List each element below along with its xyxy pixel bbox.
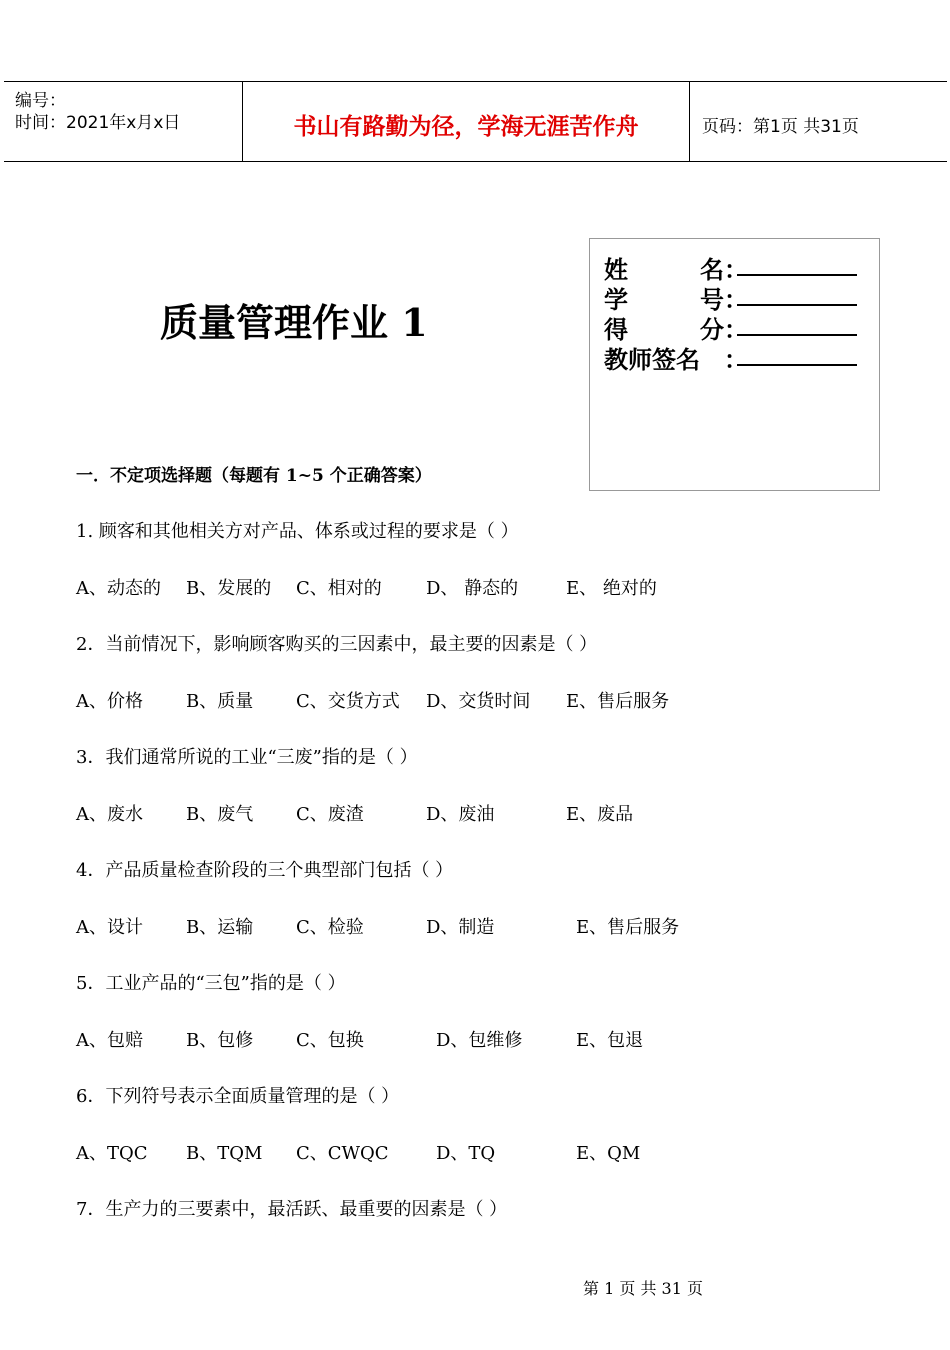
option-e: E、废品 — [566, 804, 634, 825]
option-b: B、包修 — [186, 1030, 254, 1051]
option-b: B、发展的 — [186, 578, 272, 599]
info-colon: ： — [724, 256, 748, 284]
student-info-box — [589, 238, 880, 491]
document-time-label: 时间：2021年x月x日 — [15, 113, 181, 133]
info-label-id-char1: 学 — [604, 286, 628, 314]
option-b: B、运输 — [186, 917, 254, 938]
question-3: 3．我们通常所说的工业“三废”指的是（ ） — [76, 747, 418, 768]
option-e: E、售后服务 — [566, 691, 670, 712]
option-a: A、废水 — [76, 804, 143, 825]
info-label-teacher-signature: 教师签名 — [604, 346, 700, 374]
question-5: 5．工业产品的“三包”指的是（ ） — [76, 973, 346, 994]
info-label-name-char2: 名 — [700, 256, 724, 284]
question-1-options — [76, 574, 776, 600]
question-7: 7．生产力的三要素中，最活跃、最重要的因素是（ ） — [76, 1199, 508, 1220]
option-b: B、质量 — [186, 691, 254, 712]
question-4-options — [76, 913, 776, 939]
info-label-score-char2: 分 — [700, 316, 724, 344]
option-a: A、价格 — [76, 691, 143, 712]
info-row-student-id — [604, 280, 864, 314]
question-4: 4．产品质量检查阶段的三个典型部门包括（ ） — [76, 860, 454, 881]
info-label-score-char1: 得 — [604, 316, 628, 344]
option-d: D、废油 — [426, 804, 495, 825]
info-row-teacher-signature — [604, 340, 864, 374]
option-d: D、 静态的 — [426, 578, 519, 599]
option-b: B、废气 — [186, 804, 254, 825]
option-a: A、TQC — [76, 1143, 148, 1164]
option-d: D、包维修 — [436, 1030, 523, 1051]
option-c: C、检验 — [296, 917, 364, 938]
page-footer: 第 1 页 共 31 页 — [583, 1279, 703, 1298]
section-title: 一．不定项选择题（每题有 1~5 个正确答案） — [76, 466, 432, 486]
info-row-score — [604, 310, 864, 344]
question-2-options — [76, 687, 776, 713]
option-d: D、制造 — [426, 917, 495, 938]
option-e: E、包退 — [576, 1030, 644, 1051]
option-b: B、TQM — [186, 1143, 263, 1164]
info-colon: ： — [724, 316, 748, 344]
question-5-options — [76, 1026, 776, 1052]
document-title: 质量管理作业 1 — [160, 300, 428, 345]
info-colon: ： — [724, 346, 748, 374]
question-3-options — [76, 800, 776, 826]
info-colon: ： — [724, 286, 748, 314]
teacher-signature-blank-line[interactable] — [737, 364, 857, 366]
option-c: C、废渣 — [296, 804, 364, 825]
question-2: 2．当前情况下，影响顾客购买的三因素中，最主要的因素是（ ） — [76, 634, 598, 655]
question-1: 1. 顾客和其他相关方对产品、体系或过程的要求是（ ） — [76, 521, 519, 542]
option-a: A、设计 — [76, 917, 143, 938]
option-d: D、交货时间 — [426, 691, 531, 712]
document-number-label: 编号： — [15, 91, 66, 111]
score-blank-line[interactable] — [737, 334, 857, 336]
question-6-options — [76, 1139, 776, 1165]
info-row-name — [604, 250, 864, 284]
option-e: E、 绝对的 — [566, 578, 657, 599]
info-label-id-char2: 号 — [700, 286, 724, 314]
option-c: C、包换 — [296, 1030, 364, 1051]
student-id-blank-line[interactable] — [737, 304, 857, 306]
header-page-cell — [690, 82, 947, 161]
header-motto-cell — [243, 82, 690, 161]
header-page-info: 页码：第1页 共31页 — [702, 117, 859, 137]
name-blank-line[interactable] — [737, 274, 857, 276]
info-label-name-char1: 姓 — [604, 256, 628, 284]
option-e: E、QM — [576, 1143, 641, 1164]
header-meta-cell — [4, 82, 243, 161]
option-c: C、相对的 — [296, 578, 382, 599]
option-c: C、CWQC — [296, 1143, 389, 1164]
document-header — [4, 81, 947, 162]
header-motto: 书山有路勤为径，学海无涯苦作舟 — [293, 114, 639, 140]
option-a: A、包赔 — [76, 1030, 143, 1051]
option-e: E、售后服务 — [576, 917, 680, 938]
option-a: A、动态的 — [76, 578, 161, 599]
question-6: 6．下列符号表示全面质量管理的是（ ） — [76, 1086, 400, 1107]
option-c: C、交货方式 — [296, 691, 400, 712]
option-d: D、TQ — [436, 1143, 496, 1164]
